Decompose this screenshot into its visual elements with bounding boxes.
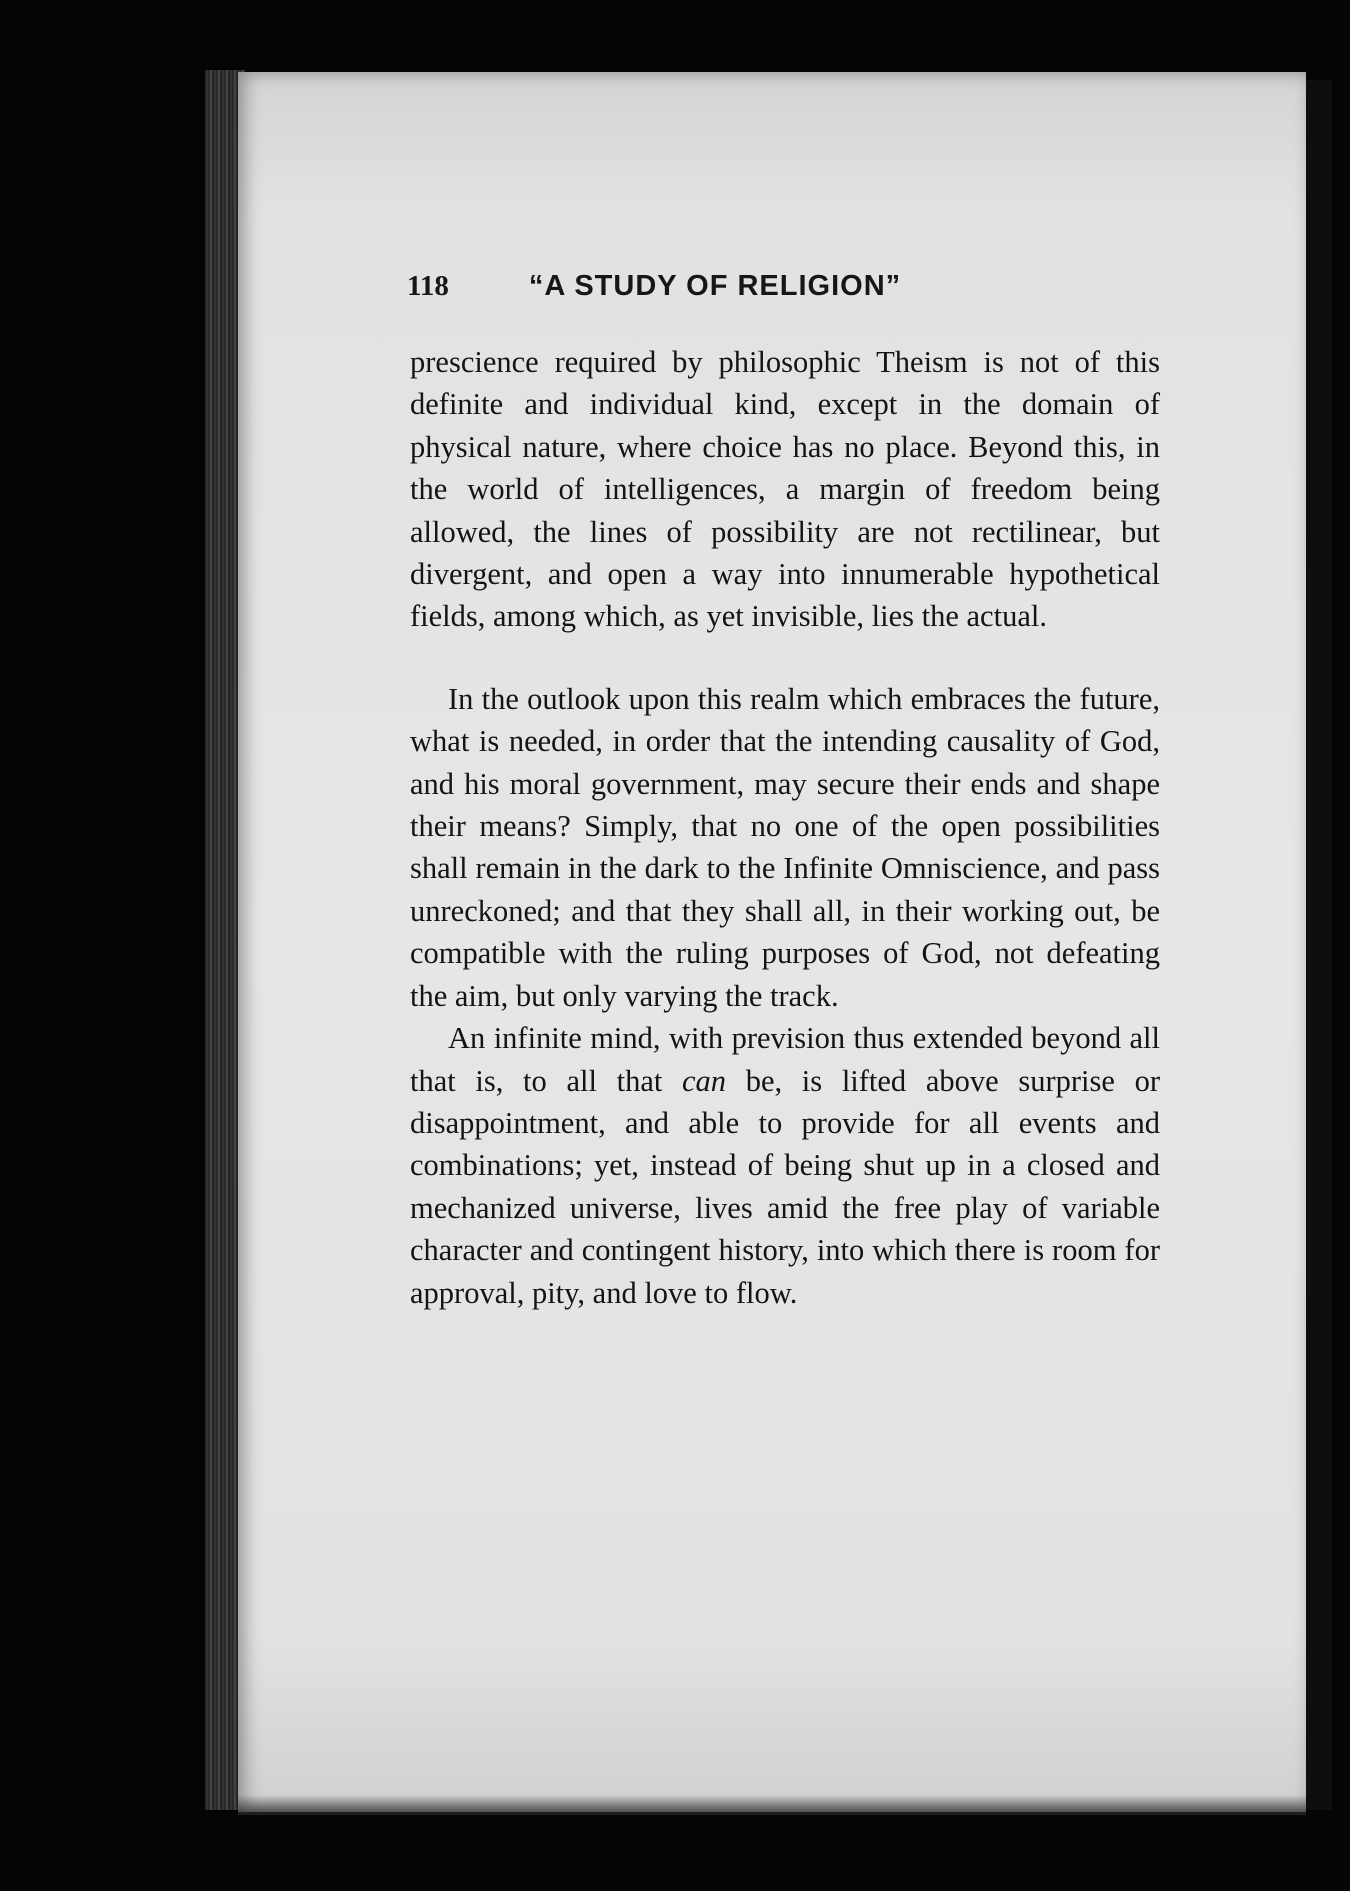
body-text — [410, 341, 1160, 1314]
page-bottom-shadow — [238, 1795, 1306, 1815]
paragraph-3-after: be, is lifted above surprise or disappointment, and able to provide for all events and combinations; yet, instead of being shut up in a closed and mechanized universe, lives amid the free play of variable character and contingent history, into which there is room for approval, pity, and love to flow. — [410, 1063, 1160, 1310]
page-right-shadow — [1306, 80, 1332, 1810]
paragraph-2: In the outlook upon this realm which embraces the future, what is needed, in order that the intending causality of God, and his moral government, may secure their ends and shape their means? Simply, that no one of the open possibilities shall remain in the dark to the Infinite Omniscience, and pass unreckoned; and that they shall all, in their working out, be compatible with the ruling purposes of God, not defeating the aim, but only varying the track. — [410, 681, 1160, 1013]
paragraph-1: prescience required by philosophic Theism is not of this definite and individual kind, except in the domain of physical nature, where choice has no place. Beyond this, in the world of intelligences, a margin of freedom being allowed, the lines of possibility are not rectilinear, but divergent, and open a way into innumerable hypothetical fields, among which, as yet invisible, lies the actual. — [410, 345, 1160, 634]
paragraph-3-before: An infinite mind, with prevision thus extended beyond all that is, to all that — [410, 1021, 1160, 1098]
paragraph-3-emphasis: can — [682, 1063, 727, 1098]
running-title: “A STUDY OF RELIGION” — [528, 270, 902, 302]
paragraph-gap — [410, 638, 1160, 678]
running-header — [407, 270, 1007, 314]
page-number: 118 — [407, 270, 449, 302]
paragraph-3 — [410, 1017, 1160, 1314]
